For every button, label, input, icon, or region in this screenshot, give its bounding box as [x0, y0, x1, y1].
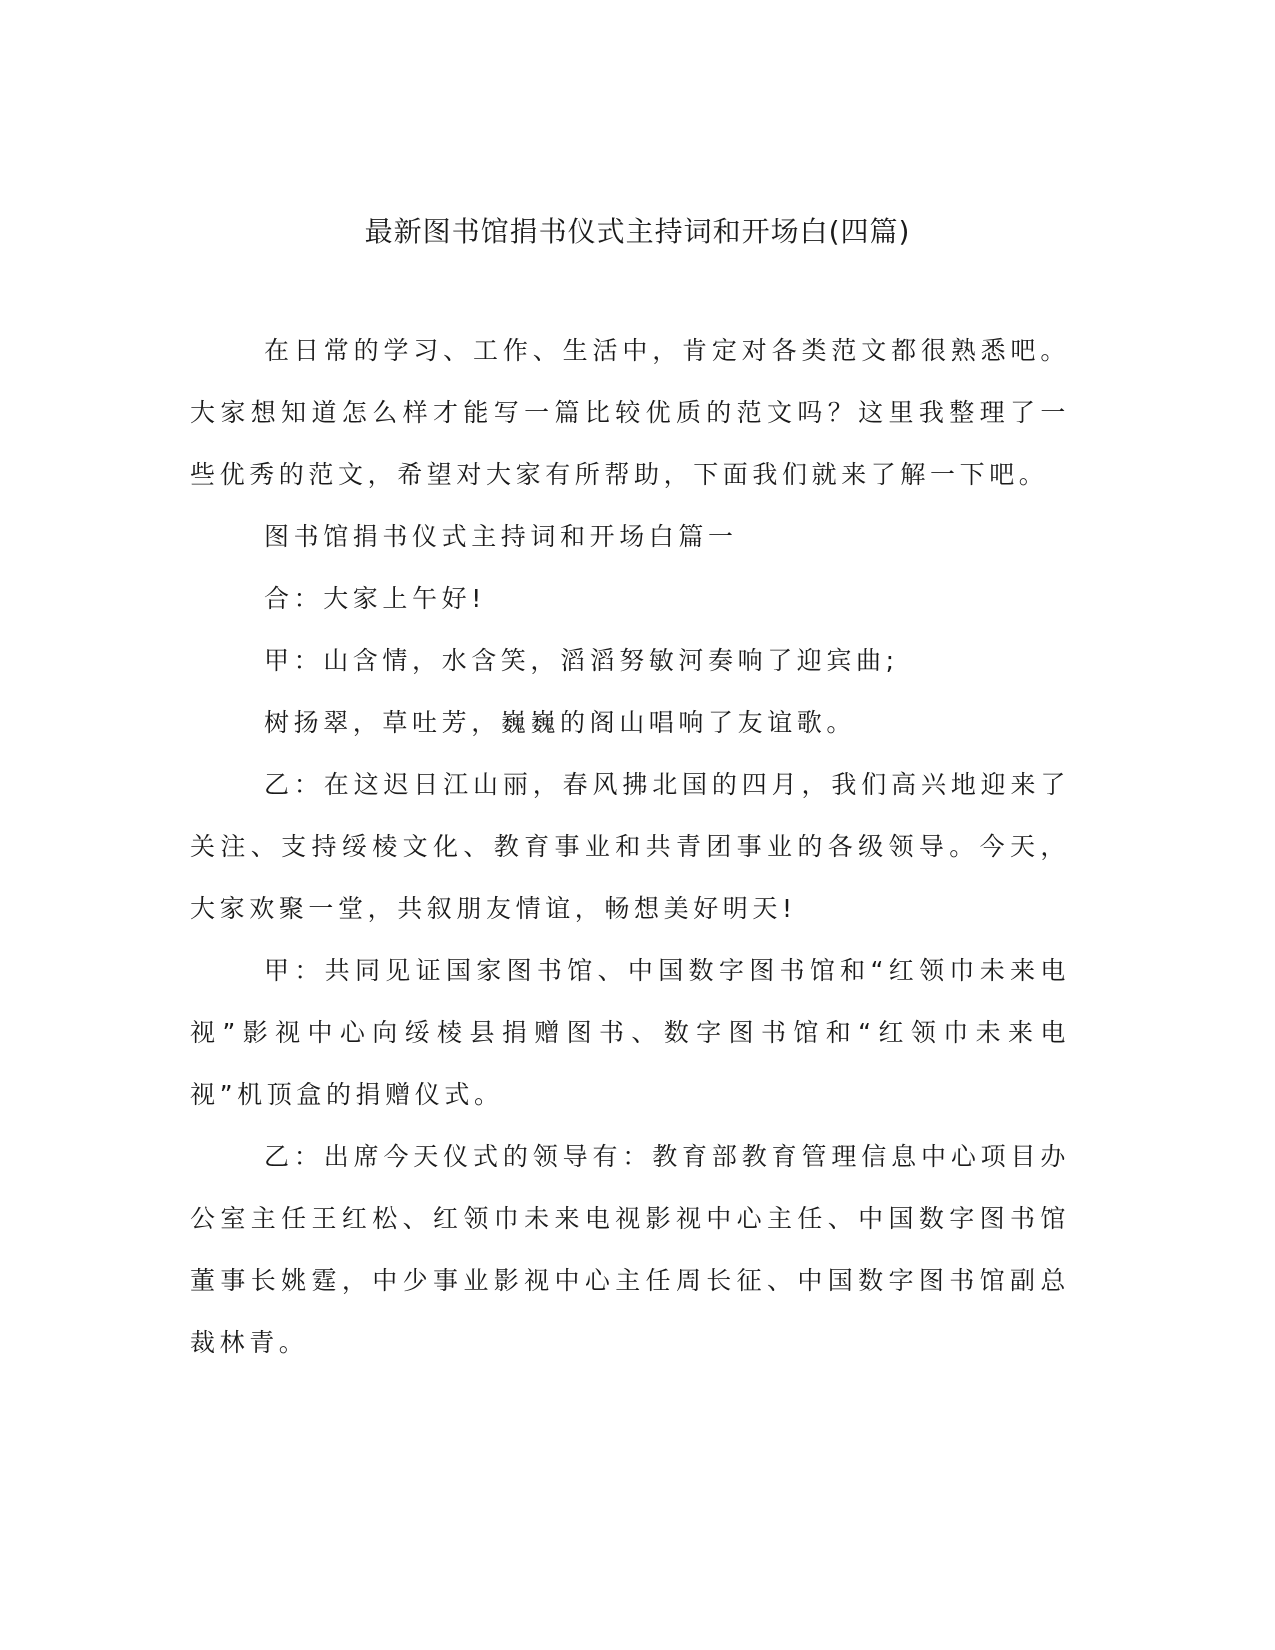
script-line: 树扬翠，草吐芳，巍巍的阁山唱响了友谊歌。	[264, 708, 857, 737]
script-line: 乙：在这迟日江山丽，春风拂北国的四月，我们高兴地迎来了关注、支持绥棱文化、教育事业和共青团事业的各级领导。今天，大家欢聚一堂，共叙朋友情谊，畅想美好明天!	[190, 770, 1070, 923]
document-body	[190, 320, 1070, 1374]
script-line: 合：大家上午好!	[264, 584, 486, 613]
section-heading: 图书馆捐书仪式主持词和开场白篇一	[264, 522, 738, 551]
script-line: 甲：山含情，水含笑，滔滔努敏河奏响了迎宾曲;	[264, 646, 899, 675]
document-title: 最新图书馆捐书仪式主持词和开场白(四篇)	[364, 215, 911, 248]
script-line: 甲：共同见证国家图书馆、中国数字图书馆和“红领巾未来电视”影视中心向绥棱县捐赠图书、数字图书馆和“红领巾未来电视”机顶盒的捐赠仪式。	[190, 956, 1070, 1109]
intro-paragraph: 在日常的学习、工作、生活中，肯定对各类范文都很熟悉吧。大家想知道怎么样才能写一篇比较优质的范文吗？这里我整理了一些优秀的范文，希望对大家有所帮助，下面我们就来了解一下吧。	[190, 336, 1070, 489]
script-line: 乙：出席今天仪式的领导有：教育部教育管理信息中心项目办公室主任王红松、红领巾未来电视影视中心主任、中国数字图书馆董事长姚霆，中少事业影视中心主任周长征、中国数字图书馆副总裁林青。	[190, 1142, 1070, 1357]
